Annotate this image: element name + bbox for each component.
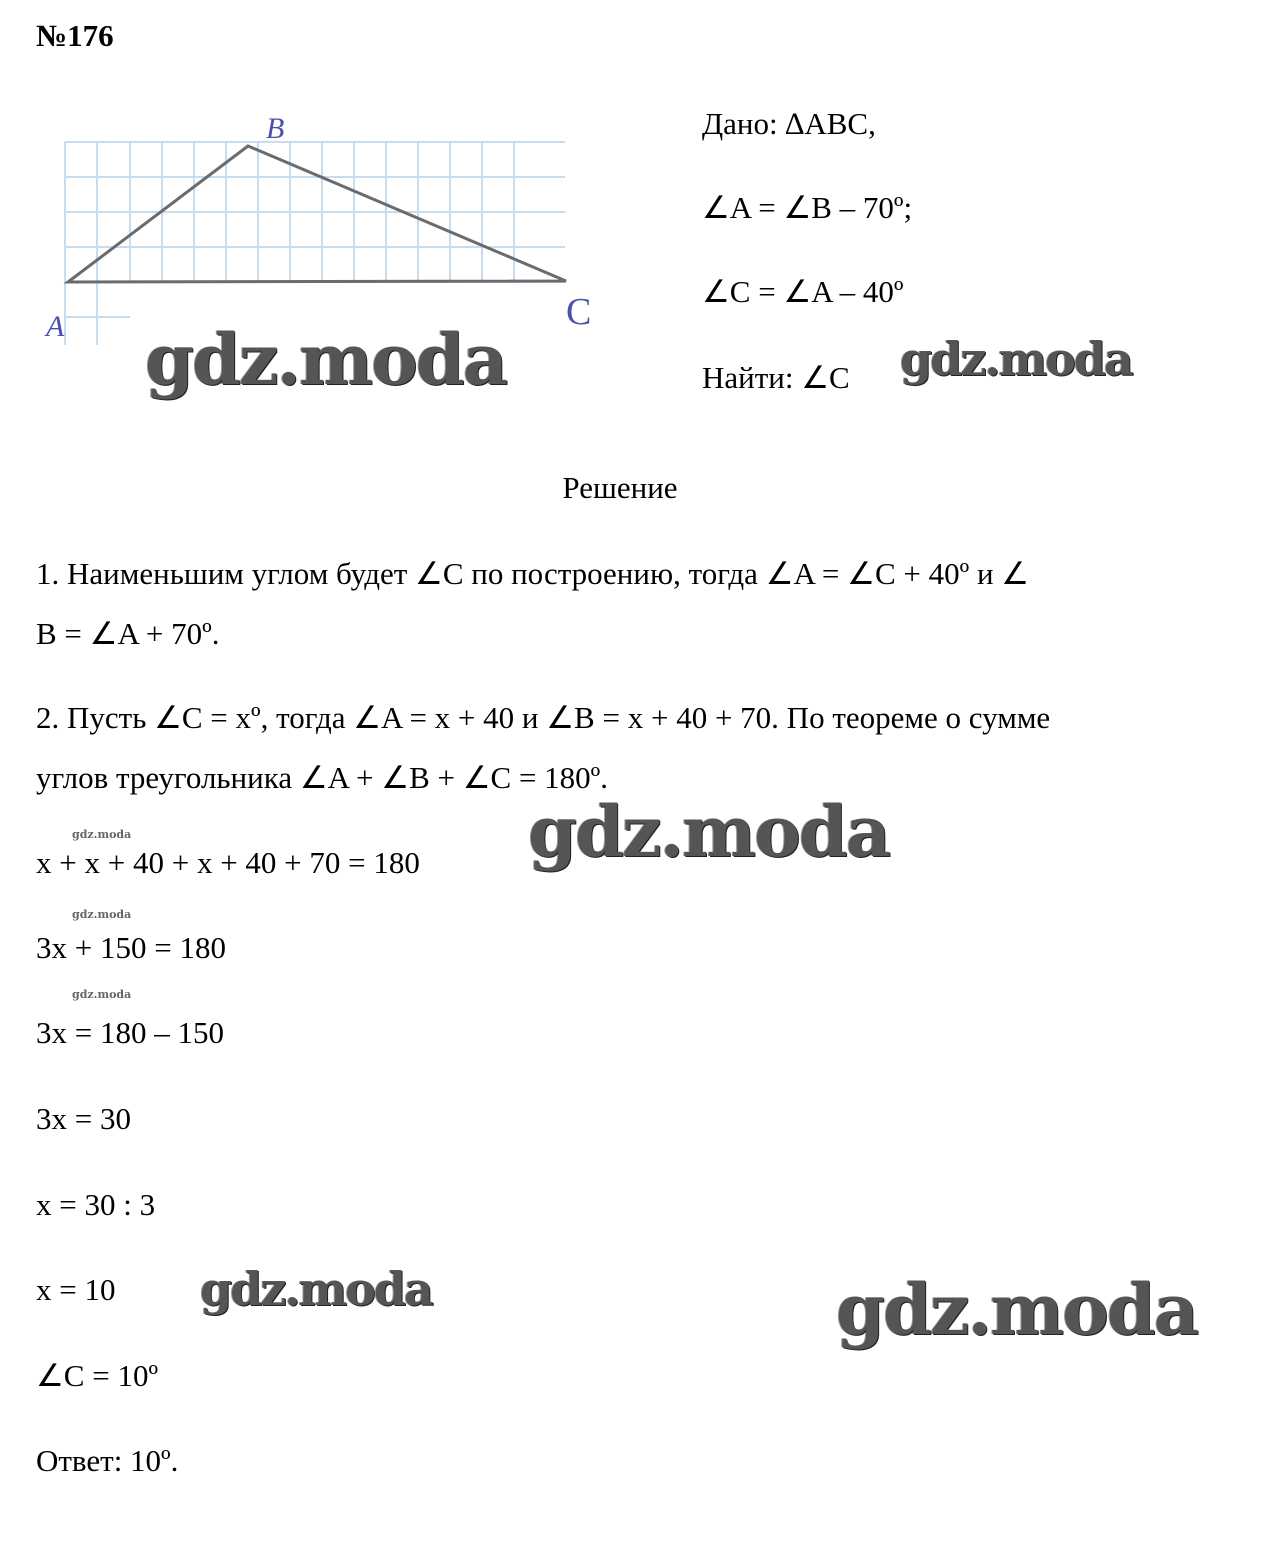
equation-line: x = 30 : 3 <box>36 1187 156 1222</box>
given-angle-c: ∠C = ∠A – 40º <box>702 274 904 309</box>
vertex-label-a: A <box>46 310 65 343</box>
watermark: gdz.moda <box>528 790 890 873</box>
solution-heading: Решение <box>562 470 678 505</box>
given-angle-a: ∠A = ∠B – 70º; <box>702 190 913 225</box>
watermark: gdz.moda <box>200 1262 432 1316</box>
watermark: gdz.moda <box>836 1268 1198 1351</box>
watermark-small: gdz.moda <box>72 908 132 921</box>
vertex-label-c: C <box>566 291 592 333</box>
step2-line2: углов треугольника ∠A + ∠B + ∠C = 180º. <box>36 760 609 795</box>
equation-line: x = 10 <box>36 1272 116 1307</box>
equation-line: x + x + 40 + x + 40 + 70 = 180 <box>36 845 420 880</box>
equation-line: 3x + 150 = 180 <box>36 930 226 965</box>
watermark-small: gdz.moda <box>72 828 132 841</box>
watermark: gdz.moda <box>145 318 507 401</box>
step1-line1: 1. Наименьшим углом будет ∠C по построению, тогда ∠A = ∠C + 40º и ∠ <box>36 556 1030 591</box>
given-triangle: Дано: ∆ABC, <box>702 106 876 141</box>
watermark-small: gdz.moda <box>72 988 132 1001</box>
answer: Ответ: 10º. <box>36 1443 179 1478</box>
step1-line2: B = ∠A + 70º. <box>36 616 220 651</box>
triangle-abc <box>68 146 566 282</box>
grid-paper <box>65 142 565 345</box>
watermark: gdz.moda <box>900 332 1132 386</box>
find-label: Найти: ∠C <box>702 360 850 395</box>
vertex-label-b: B <box>266 112 285 145</box>
step2-line1: 2. Пусть ∠C = xº, тогда ∠A = x + 40 и ∠B = x + 40 + 70. По теореме о сумме <box>36 700 1051 735</box>
equation-line: 3x = 30 <box>36 1101 131 1136</box>
equation-line: ∠C = 10º <box>36 1358 159 1393</box>
equation-line: 3x = 180 – 150 <box>36 1015 224 1050</box>
problem-number: №176 <box>36 18 114 53</box>
